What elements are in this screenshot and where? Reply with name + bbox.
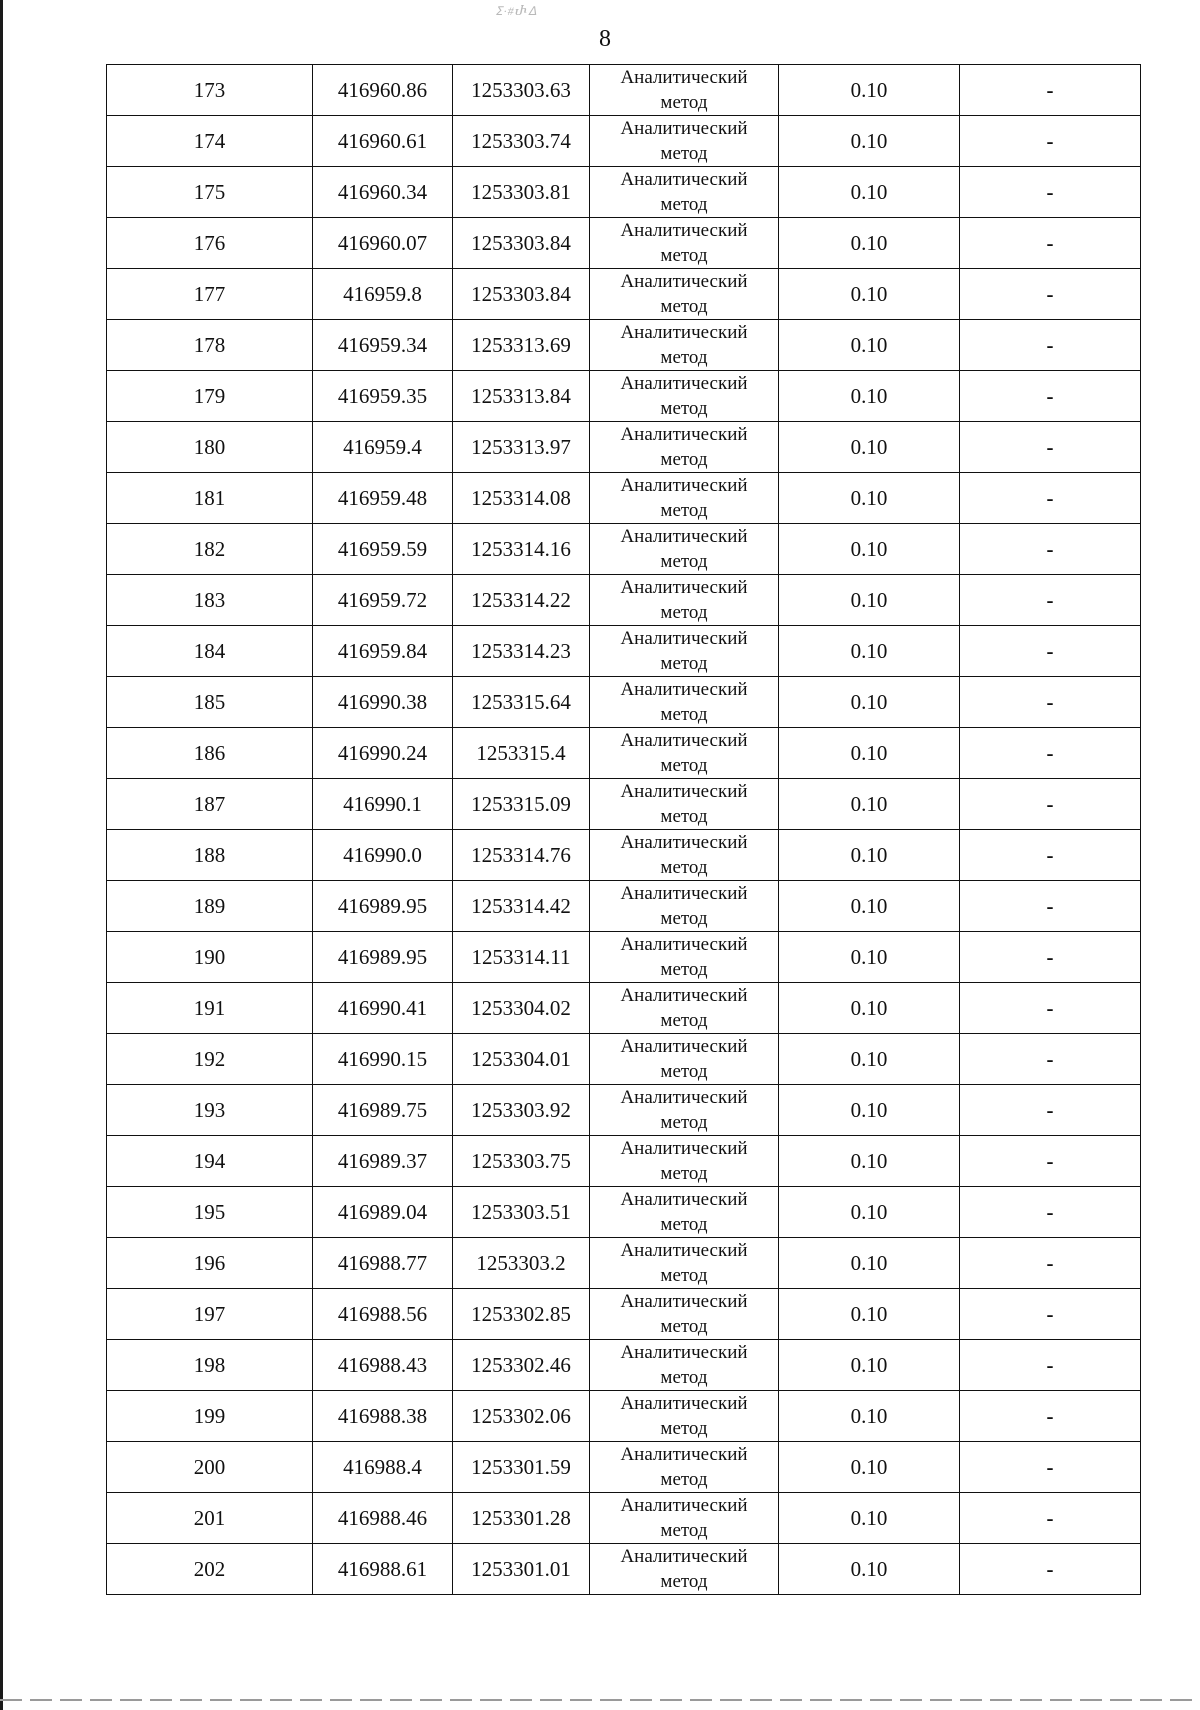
table-row xyxy=(107,116,1141,167)
method-cell xyxy=(590,1187,779,1238)
x-coordinate-cell: 416959.34 xyxy=(313,320,453,371)
method-line-1: Аналитический xyxy=(620,883,748,904)
table-row xyxy=(107,1034,1141,1085)
method-line-1: Аналитический xyxy=(620,424,748,445)
x-coordinate-cell: 416960.07 xyxy=(313,218,453,269)
method-line-1: Аналитический xyxy=(620,934,748,955)
note-cell: - xyxy=(960,1289,1141,1340)
method-line-2: метод xyxy=(660,296,708,317)
method-line-2: метод xyxy=(660,602,708,623)
method-cell xyxy=(590,218,779,269)
method-line-2: метод xyxy=(660,1061,708,1082)
table-row xyxy=(107,932,1141,983)
y-coordinate-cell: 1253303.84 xyxy=(453,218,590,269)
method-line-2: метод xyxy=(660,959,708,980)
method-line-1: Аналитический xyxy=(620,1036,748,1057)
x-coordinate-cell: 416959.8 xyxy=(313,269,453,320)
method-cell xyxy=(590,881,779,932)
precision-cell: 0.10 xyxy=(779,1442,960,1493)
note-cell: - xyxy=(960,779,1141,830)
precision-cell: 0.10 xyxy=(779,881,960,932)
table-row xyxy=(107,575,1141,626)
note-cell: - xyxy=(960,677,1141,728)
precision-cell: 0.10 xyxy=(779,677,960,728)
point-number-cell: 185 xyxy=(107,677,313,728)
method-line-1: Аналитический xyxy=(620,322,748,343)
method-line-2: метод xyxy=(660,245,708,266)
table-row xyxy=(107,524,1141,575)
method-cell xyxy=(590,65,779,116)
note-cell: - xyxy=(960,1340,1141,1391)
scan-bottom-rule xyxy=(0,1699,1200,1701)
method-line-2: метод xyxy=(660,449,708,470)
method-line-2: метод xyxy=(660,92,708,113)
precision-cell: 0.10 xyxy=(779,1493,960,1544)
precision-cell: 0.10 xyxy=(779,65,960,116)
precision-cell: 0.10 xyxy=(779,779,960,830)
method-line-2: метод xyxy=(660,908,708,929)
method-line-1: Аналитический xyxy=(620,1240,748,1261)
method-line-1: Аналитический xyxy=(620,220,748,241)
method-line-2: метод xyxy=(660,1265,708,1286)
point-number-cell: 190 xyxy=(107,932,313,983)
y-coordinate-cell: 1253301.01 xyxy=(453,1544,590,1595)
method-line-1: Аналитический xyxy=(620,1087,748,1108)
note-cell: - xyxy=(960,1187,1141,1238)
table-row xyxy=(107,320,1141,371)
note-cell: - xyxy=(960,626,1141,677)
method-line-2: метод xyxy=(660,1163,708,1184)
method-cell xyxy=(590,1289,779,1340)
note-cell: - xyxy=(960,983,1141,1034)
method-line-1: Аналитический xyxy=(620,373,748,394)
x-coordinate-cell: 416989.75 xyxy=(313,1085,453,1136)
y-coordinate-cell: 1253314.16 xyxy=(453,524,590,575)
x-coordinate-cell: 416988.46 xyxy=(313,1493,453,1544)
method-line-2: метод xyxy=(660,1010,708,1031)
note-cell: - xyxy=(960,218,1141,269)
x-coordinate-cell: 416990.41 xyxy=(313,983,453,1034)
method-cell xyxy=(590,1391,779,1442)
method-line-2: метод xyxy=(660,755,708,776)
point-number-cell: 178 xyxy=(107,320,313,371)
x-coordinate-cell: 416990.15 xyxy=(313,1034,453,1085)
method-cell xyxy=(590,779,779,830)
method-cell xyxy=(590,626,779,677)
coordinates-table xyxy=(106,64,1141,1595)
method-line-1: Аналитический xyxy=(620,1546,748,1567)
method-cell xyxy=(590,1085,779,1136)
method-line-2: метод xyxy=(660,500,708,521)
precision-cell: 0.10 xyxy=(779,116,960,167)
y-coordinate-cell: 1253314.23 xyxy=(453,626,590,677)
method-line-1: Аналитический xyxy=(620,832,748,853)
coordinates-table-body xyxy=(107,65,1141,1595)
point-number-cell: 199 xyxy=(107,1391,313,1442)
method-line-1: Аналитический xyxy=(620,730,748,751)
x-coordinate-cell: 416989.95 xyxy=(313,932,453,983)
x-coordinate-cell: 416959.72 xyxy=(313,575,453,626)
precision-cell: 0.10 xyxy=(779,830,960,881)
point-number-cell: 195 xyxy=(107,1187,313,1238)
method-line-2: метод xyxy=(660,1316,708,1337)
x-coordinate-cell: 416989.04 xyxy=(313,1187,453,1238)
method-cell xyxy=(590,422,779,473)
table-row xyxy=(107,218,1141,269)
precision-cell: 0.10 xyxy=(779,320,960,371)
point-number-cell: 194 xyxy=(107,1136,313,1187)
x-coordinate-cell: 416960.86 xyxy=(313,65,453,116)
x-coordinate-cell: 416988.4 xyxy=(313,1442,453,1493)
x-coordinate-cell: 416988.38 xyxy=(313,1391,453,1442)
method-line-2: метод xyxy=(660,857,708,878)
point-number-cell: 184 xyxy=(107,626,313,677)
method-line-2: метод xyxy=(660,1520,708,1541)
method-cell xyxy=(590,830,779,881)
y-coordinate-cell: 1253303.63 xyxy=(453,65,590,116)
note-cell: - xyxy=(960,830,1141,881)
x-coordinate-cell: 416988.43 xyxy=(313,1340,453,1391)
precision-cell: 0.10 xyxy=(779,728,960,779)
y-coordinate-cell: 1253303.51 xyxy=(453,1187,590,1238)
point-number-cell: 197 xyxy=(107,1289,313,1340)
precision-cell: 0.10 xyxy=(779,983,960,1034)
method-line-1: Аналитический xyxy=(620,1444,748,1465)
precision-cell: 0.10 xyxy=(779,1187,960,1238)
method-cell xyxy=(590,1340,779,1391)
y-coordinate-cell: 1253303.84 xyxy=(453,269,590,320)
y-coordinate-cell: 1253314.42 xyxy=(453,881,590,932)
point-number-cell: 187 xyxy=(107,779,313,830)
point-number-cell: 201 xyxy=(107,1493,313,1544)
note-cell: - xyxy=(960,65,1141,116)
scan-scribble: ⵉ·#Ⴐⵠ xyxy=(495,4,538,18)
point-number-cell: 174 xyxy=(107,116,313,167)
table-row xyxy=(107,167,1141,218)
method-line-2: метод xyxy=(660,1367,708,1388)
table-row xyxy=(107,677,1141,728)
precision-cell: 0.10 xyxy=(779,167,960,218)
point-number-cell: 180 xyxy=(107,422,313,473)
x-coordinate-cell: 416959.48 xyxy=(313,473,453,524)
point-number-cell: 202 xyxy=(107,1544,313,1595)
method-line-1: Аналитический xyxy=(620,118,748,139)
method-line-2: метод xyxy=(660,398,708,419)
method-line-1: Аналитический xyxy=(620,1189,748,1210)
point-number-cell: 177 xyxy=(107,269,313,320)
method-cell xyxy=(590,524,779,575)
table-row xyxy=(107,269,1141,320)
y-coordinate-cell: 1253302.06 xyxy=(453,1391,590,1442)
note-cell: - xyxy=(960,422,1141,473)
precision-cell: 0.10 xyxy=(779,269,960,320)
x-coordinate-cell: 416990.0 xyxy=(313,830,453,881)
method-line-1: Аналитический xyxy=(620,1393,748,1414)
point-number-cell: 182 xyxy=(107,524,313,575)
y-coordinate-cell: 1253314.11 xyxy=(453,932,590,983)
method-line-2: метод xyxy=(660,1214,708,1235)
method-cell xyxy=(590,1136,779,1187)
point-number-cell: 176 xyxy=(107,218,313,269)
method-line-1: Аналитический xyxy=(620,1342,748,1363)
method-line-2: метод xyxy=(660,806,708,827)
method-line-1: Аналитический xyxy=(620,67,748,88)
x-coordinate-cell: 416990.1 xyxy=(313,779,453,830)
table-row xyxy=(107,1289,1141,1340)
y-coordinate-cell: 1253314.08 xyxy=(453,473,590,524)
x-coordinate-cell: 416988.56 xyxy=(313,1289,453,1340)
y-coordinate-cell: 1253301.59 xyxy=(453,1442,590,1493)
method-line-1: Аналитический xyxy=(620,475,748,496)
x-coordinate-cell: 416959.59 xyxy=(313,524,453,575)
method-cell xyxy=(590,269,779,320)
note-cell: - xyxy=(960,1442,1141,1493)
table-row xyxy=(107,983,1141,1034)
point-number-cell: 179 xyxy=(107,371,313,422)
note-cell: - xyxy=(960,1238,1141,1289)
scan-left-edge xyxy=(0,0,3,1710)
x-coordinate-cell: 416988.77 xyxy=(313,1238,453,1289)
method-cell xyxy=(590,320,779,371)
method-line-1: Аналитический xyxy=(620,985,748,1006)
precision-cell: 0.10 xyxy=(779,1544,960,1595)
method-line-1: Аналитический xyxy=(620,169,748,190)
table-row xyxy=(107,1544,1141,1595)
method-cell xyxy=(590,1238,779,1289)
y-coordinate-cell: 1253315.4 xyxy=(453,728,590,779)
note-cell: - xyxy=(960,1136,1141,1187)
precision-cell: 0.10 xyxy=(779,1238,960,1289)
note-cell: - xyxy=(960,1493,1141,1544)
point-number-cell: 188 xyxy=(107,830,313,881)
method-cell xyxy=(590,932,779,983)
point-number-cell: 173 xyxy=(107,65,313,116)
method-line-2: метод xyxy=(660,551,708,572)
precision-cell: 0.10 xyxy=(779,575,960,626)
note-cell: - xyxy=(960,728,1141,779)
point-number-cell: 193 xyxy=(107,1085,313,1136)
note-cell: - xyxy=(960,575,1141,626)
method-cell xyxy=(590,728,779,779)
point-number-cell: 183 xyxy=(107,575,313,626)
table-row xyxy=(107,626,1141,677)
method-cell xyxy=(590,167,779,218)
precision-cell: 0.10 xyxy=(779,932,960,983)
y-coordinate-cell: 1253304.02 xyxy=(453,983,590,1034)
table-row xyxy=(107,1187,1141,1238)
precision-cell: 0.10 xyxy=(779,626,960,677)
method-line-1: Аналитический xyxy=(620,628,748,649)
precision-cell: 0.10 xyxy=(779,1391,960,1442)
method-cell xyxy=(590,473,779,524)
y-coordinate-cell: 1253303.75 xyxy=(453,1136,590,1187)
method-line-2: метод xyxy=(660,653,708,674)
y-coordinate-cell: 1253301.28 xyxy=(453,1493,590,1544)
x-coordinate-cell: 416989.37 xyxy=(313,1136,453,1187)
precision-cell: 0.10 xyxy=(779,473,960,524)
precision-cell: 0.10 xyxy=(779,1340,960,1391)
method-line-2: метод xyxy=(660,1571,708,1592)
note-cell: - xyxy=(960,371,1141,422)
method-cell xyxy=(590,1034,779,1085)
point-number-cell: 189 xyxy=(107,881,313,932)
x-coordinate-cell: 416988.61 xyxy=(313,1544,453,1595)
y-coordinate-cell: 1253315.09 xyxy=(453,779,590,830)
x-coordinate-cell: 416959.4 xyxy=(313,422,453,473)
y-coordinate-cell: 1253303.2 xyxy=(453,1238,590,1289)
precision-cell: 0.10 xyxy=(779,218,960,269)
note-cell: - xyxy=(960,1085,1141,1136)
note-cell: - xyxy=(960,320,1141,371)
point-number-cell: 196 xyxy=(107,1238,313,1289)
method-cell xyxy=(590,1544,779,1595)
method-line-2: метод xyxy=(660,347,708,368)
table-row xyxy=(107,422,1141,473)
table-row xyxy=(107,1085,1141,1136)
page-number: 8 xyxy=(599,26,611,52)
precision-cell: 0.10 xyxy=(779,1289,960,1340)
table-row xyxy=(107,371,1141,422)
x-coordinate-cell: 416959.35 xyxy=(313,371,453,422)
method-cell xyxy=(590,1442,779,1493)
point-number-cell: 198 xyxy=(107,1340,313,1391)
note-cell: - xyxy=(960,932,1141,983)
precision-cell: 0.10 xyxy=(779,1136,960,1187)
method-line-1: Аналитический xyxy=(620,1291,748,1312)
method-cell xyxy=(590,371,779,422)
method-line-1: Аналитический xyxy=(620,526,748,547)
note-cell: - xyxy=(960,269,1141,320)
table-row xyxy=(107,1391,1141,1442)
y-coordinate-cell: 1253302.46 xyxy=(453,1340,590,1391)
table-row xyxy=(107,830,1141,881)
method-line-1: Аналитический xyxy=(620,679,748,700)
method-line-2: метод xyxy=(660,194,708,215)
note-cell: - xyxy=(960,167,1141,218)
table-row xyxy=(107,1442,1141,1493)
method-line-1: Аналитический xyxy=(620,577,748,598)
note-cell: - xyxy=(960,524,1141,575)
y-coordinate-cell: 1253313.84 xyxy=(453,371,590,422)
y-coordinate-cell: 1253303.74 xyxy=(453,116,590,167)
point-number-cell: 181 xyxy=(107,473,313,524)
y-coordinate-cell: 1253303.92 xyxy=(453,1085,590,1136)
point-number-cell: 191 xyxy=(107,983,313,1034)
precision-cell: 0.10 xyxy=(779,1034,960,1085)
table-row xyxy=(107,779,1141,830)
precision-cell: 0.10 xyxy=(779,422,960,473)
table-row xyxy=(107,881,1141,932)
x-coordinate-cell: 416960.61 xyxy=(313,116,453,167)
precision-cell: 0.10 xyxy=(779,1085,960,1136)
precision-cell: 0.10 xyxy=(779,371,960,422)
method-line-1: Аналитический xyxy=(620,271,748,292)
table-row xyxy=(107,1340,1141,1391)
method-cell xyxy=(590,983,779,1034)
x-coordinate-cell: 416960.34 xyxy=(313,167,453,218)
method-line-2: метод xyxy=(660,1418,708,1439)
table-row xyxy=(107,1136,1141,1187)
x-coordinate-cell: 416959.84 xyxy=(313,626,453,677)
precision-cell: 0.10 xyxy=(779,524,960,575)
note-cell: - xyxy=(960,116,1141,167)
y-coordinate-cell: 1253314.76 xyxy=(453,830,590,881)
method-line-1: Аналитический xyxy=(620,1495,748,1516)
method-line-2: метод xyxy=(660,143,708,164)
y-coordinate-cell: 1253314.22 xyxy=(453,575,590,626)
method-cell xyxy=(590,575,779,626)
table-row xyxy=(107,473,1141,524)
method-cell xyxy=(590,1493,779,1544)
method-line-2: метод xyxy=(660,1469,708,1490)
y-coordinate-cell: 1253313.69 xyxy=(453,320,590,371)
table-row xyxy=(107,1493,1141,1544)
table-row xyxy=(107,65,1141,116)
x-coordinate-cell: 416989.95 xyxy=(313,881,453,932)
method-line-2: метод xyxy=(660,1112,708,1133)
method-line-1: Аналитический xyxy=(620,1138,748,1159)
method-cell xyxy=(590,677,779,728)
method-cell xyxy=(590,116,779,167)
method-line-2: метод xyxy=(660,704,708,725)
point-number-cell: 175 xyxy=(107,167,313,218)
note-cell: - xyxy=(960,1034,1141,1085)
y-coordinate-cell: 1253302.85 xyxy=(453,1289,590,1340)
note-cell: - xyxy=(960,1391,1141,1442)
method-line-1: Аналитический xyxy=(620,781,748,802)
x-coordinate-cell: 416990.24 xyxy=(313,728,453,779)
y-coordinate-cell: 1253315.64 xyxy=(453,677,590,728)
table-row xyxy=(107,1238,1141,1289)
y-coordinate-cell: 1253313.97 xyxy=(453,422,590,473)
point-number-cell: 186 xyxy=(107,728,313,779)
point-number-cell: 192 xyxy=(107,1034,313,1085)
note-cell: - xyxy=(960,881,1141,932)
x-coordinate-cell: 416990.38 xyxy=(313,677,453,728)
point-number-cell: 200 xyxy=(107,1442,313,1493)
y-coordinate-cell: 1253304.01 xyxy=(453,1034,590,1085)
note-cell: - xyxy=(960,473,1141,524)
table-row xyxy=(107,728,1141,779)
y-coordinate-cell: 1253303.81 xyxy=(453,167,590,218)
note-cell: - xyxy=(960,1544,1141,1595)
